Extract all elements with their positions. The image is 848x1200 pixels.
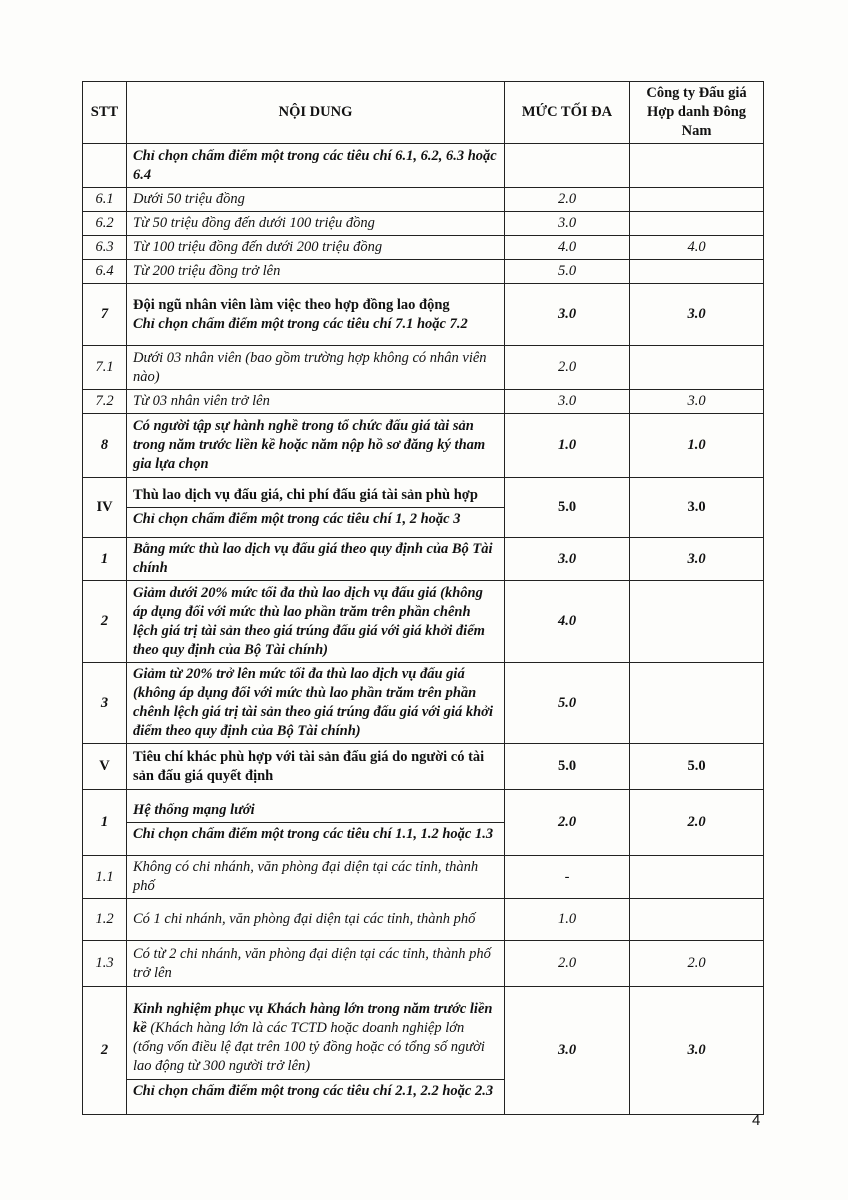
cell-content-title: Đội ngũ nhân viên làm việc theo hợp đồng lao động [133,296,450,313]
cell-stt: 6.4 [83,260,127,284]
table-row [83,856,764,899]
cell-score [630,663,764,744]
table-row [83,414,764,478]
header-muc-toi-da: MỨC TỐI ĐA [505,82,630,144]
cell-score: 2.0 [630,790,764,856]
cell-score: 3.0 [630,390,764,414]
cell-score [630,260,764,284]
cell-score [630,856,764,899]
header-noi-dung: NỘI DUNG [127,82,505,144]
cell-stt: 8 [83,414,127,478]
cell-content: Dưới 50 triệu đồng [127,188,505,212]
cell-max: 3.0 [505,538,630,581]
table-row [83,390,764,414]
cell-score: 1.0 [630,414,764,478]
cell-max: - [505,856,630,899]
table-row [83,144,764,188]
cell-score: 3.0 [630,987,764,1115]
cell-stt: 1.2 [83,899,127,941]
cell-max: 3.0 [505,987,630,1115]
cell-score: 3.0 [630,284,764,346]
cell-content: Có từ 2 chi nhánh, văn phòng đại diện tại các tỉnh, thành phố trở lên [127,941,505,987]
cell-max: 3.0 [505,390,630,414]
cell-content-note: Chỉ chọn chấm điểm một trong các tiêu chí 1.1, 1.2 hoặc 1.3 [127,822,504,844]
table-row [83,478,764,538]
cell-score [630,144,764,188]
cell-stt: 6.1 [83,188,127,212]
cell-score [630,188,764,212]
cell-max: 4.0 [505,236,630,260]
cell-score: 5.0 [630,744,764,790]
cell-score [630,899,764,941]
cell-content: Từ 100 triệu đồng đến dưới 200 triệu đồng [127,236,505,260]
cell-score [630,581,764,663]
cell-stt: 7.1 [83,346,127,390]
cell-score: 3.0 [630,478,764,538]
table-row [83,663,764,744]
table-row [83,284,764,346]
table-row [83,941,764,987]
cell-score: 2.0 [630,941,764,987]
cell-max: 1.0 [505,414,630,478]
table-row [83,744,764,790]
page-number: 4 [752,1112,761,1129]
cell-max: 2.0 [505,346,630,390]
cell-max: 2.0 [505,790,630,856]
cell-content: Bằng mức thù lao dịch vụ đấu giá theo quy định của Bộ Tài chính [127,538,505,581]
cell-content [127,284,505,346]
cell-score [630,212,764,236]
cell-content: Có 1 chi nhánh, văn phòng đại diện tại các tỉnh, thành phố [127,899,505,941]
cell-content: Từ 03 nhân viên trở lên [127,390,505,414]
cell-content: Dưới 03 nhân viên (bao gồm trường hợp không có nhân viên nào) [127,346,505,390]
header-stt: STT [83,82,127,144]
cell-max: 5.0 [505,744,630,790]
table-row [83,260,764,284]
cell-stt: 1 [83,790,127,856]
cell-max: 3.0 [505,212,630,236]
cell-max: 3.0 [505,284,630,346]
cell-content: Từ 50 triệu đồng đến dưới 100 triệu đồng [127,212,505,236]
cell-content-note: Chỉ chọn chấm điểm một trong các tiêu chí 2.1, 2.2 hoặc 2.3 [127,1079,504,1101]
cell-content: Có người tập sự hành nghề trong tổ chức đấu giá tài sản trong năm trước liền kề hoặc năm nộp hồ sơ đăng ký tham gia lựa chọn [127,414,505,478]
cell-stt [83,144,127,188]
cell-score: 3.0 [630,538,764,581]
cell-max: 2.0 [505,188,630,212]
cell-content-detail: (Khách hàng lớn là các TCTD hoặc doanh nghiệp lớn (tổng vốn điều lệ đạt trên 100 tỷ đồng hoặc có tổng số người lao động từ 300 người trở lên) [133,1020,485,1074]
table-row [83,538,764,581]
cell-max [505,144,630,188]
cell-stt: 2 [83,581,127,663]
cell-content-title: Hệ thống mạng lưới [133,802,255,818]
table-row [83,346,764,390]
cell-stt: 7.2 [83,390,127,414]
scoring-table [82,81,764,1115]
header-cong-ty: Công ty Đấu giá Hợp danh Đông Nam [630,82,764,144]
cell-content-title: Kinh nghiệm phục vụ Khách hàng lớn trong năm trước liền kề [133,1001,493,1036]
table-row [83,790,764,856]
table-row [83,236,764,260]
cell-content-title: Thù lao dịch vụ đấu giá, chi phí đấu giá tài sản phù hợp [133,487,478,503]
table-header-row [83,82,764,144]
cell-content: Chỉ chọn chấm điểm một trong các tiêu chí 6.1, 6.2, 6.3 hoặc 6.4 [127,144,505,188]
cell-content: Giảm dưới 20% mức tối đa thù lao dịch vụ đấu giá (không áp dụng đối với mức thù lao phần trăm trên phần chênh lệch giá trị tài sản theo giá trúng đấu giá với giá khởi điểm theo quy định của Bộ Tài chính) [127,581,505,663]
cell-content-note: Chỉ chọn chấm điểm một trong các tiêu chí 1, 2 hoặc 3 [127,507,504,529]
cell-content [127,478,505,538]
cell-stt: V [83,744,127,790]
cell-content [127,987,505,1115]
cell-stt: IV [83,478,127,538]
cell-stt: 3 [83,663,127,744]
cell-max: 5.0 [505,663,630,744]
cell-max: 2.0 [505,941,630,987]
cell-max: 5.0 [505,478,630,538]
cell-score [630,346,764,390]
cell-content-note: Chỉ chọn chấm điểm một trong các tiêu chí 7.1 hoặc 7.2 [133,315,468,332]
cell-stt: 6.3 [83,236,127,260]
cell-stt: 1 [83,538,127,581]
cell-content [127,790,505,856]
cell-stt: 6.2 [83,212,127,236]
cell-content: Không có chi nhánh, văn phòng đại diện tại các tỉnh, thành phố [127,856,505,899]
cell-content: Từ 200 triệu đồng trở lên [127,260,505,284]
cell-stt: 1.3 [83,941,127,987]
cell-max: 4.0 [505,581,630,663]
cell-score: 4.0 [630,236,764,260]
table-row [83,899,764,941]
table-row [83,581,764,663]
cell-stt: 2 [83,987,127,1115]
cell-content: Tiêu chí khác phù hợp với tài sản đấu giá do người có tài sản đấu giá quyết định [127,744,505,790]
cell-content: Giảm từ 20% trở lên mức tối đa thù lao dịch vụ đấu giá (không áp dụng đối với mức thù lao phần trăm trên phần chênh lệch giá trị tài sản theo giá trúng đấu giá với giá khởi điểm theo quy định của Bộ Tài chính) [127,663,505,744]
cell-stt: 7 [83,284,127,346]
table-row [83,987,764,1115]
table-row [83,212,764,236]
cell-max: 1.0 [505,899,630,941]
table-row [83,188,764,212]
cell-max: 5.0 [505,260,630,284]
cell-stt: 1.1 [83,856,127,899]
